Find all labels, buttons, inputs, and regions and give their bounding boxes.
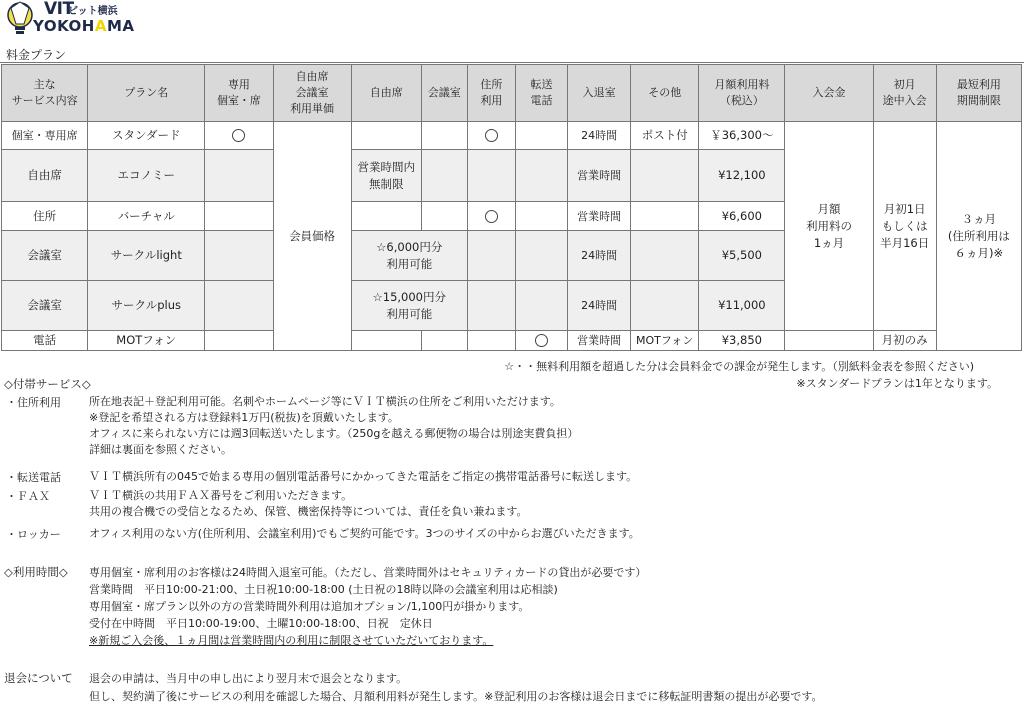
cell-address	[467, 122, 515, 150]
cell-plan: バーチャル	[88, 202, 205, 231]
cell-free	[351, 331, 421, 351]
cell-price: ¥5,500	[699, 231, 785, 281]
extra-text-forward: ＶＩＴ横浜所有の045で始まる専用の個別電話番号にかかってきた電話をご指定の携帯電話番号に転送します。	[89, 470, 638, 483]
cell-other	[631, 150, 699, 202]
header-meeting: 会議室	[421, 65, 467, 122]
header-main-service: 主な サービス内容	[2, 65, 88, 122]
divider	[0, 62, 1024, 63]
header-address: 住所 利用	[467, 65, 515, 122]
header-join-fee: 入会金	[785, 65, 873, 122]
cell-min-period: ３ヵ月 (住所利用は ６ヵ月)※	[936, 122, 1021, 351]
cell-price: ¥6,600	[699, 202, 785, 231]
header-forward: 転送 電話	[515, 65, 567, 122]
logo-jp: ビット横浜	[68, 6, 118, 17]
extra-text-locker: オフィス利用のない方(住所利用、会議室利用)でもご契約可能です。3つのサイズの中からお選びいただきます。	[89, 527, 640, 540]
cell-service: 会議室	[2, 231, 88, 281]
cell-other: MOTフォン	[631, 331, 699, 351]
extra-label-locker: ・ロッカー	[6, 528, 61, 541]
cell-plan: MOTフォン	[88, 331, 205, 351]
cell-plan: サークルlight	[88, 231, 205, 281]
cell-other: ポスト付	[631, 122, 699, 150]
extra-label-fax: ・ＦＡＸ	[6, 490, 50, 503]
header-private: 専用 個室・席	[205, 65, 273, 122]
cell-join-fee: 月額 利用料の 1ヵ月	[785, 122, 873, 331]
cell-free	[351, 202, 421, 231]
header-min-period: 最短利用 期間制限	[936, 65, 1021, 122]
cell-free: ☆15,000円分 利用可能	[351, 281, 467, 331]
cell-service: 会議室	[2, 281, 88, 331]
circle-mark-icon	[232, 129, 245, 142]
cell-forward	[515, 281, 567, 331]
cell-price: ￥36,300～	[699, 122, 785, 150]
hours-text: 専用個室・席利用のお客様は24時間入退室可能。（ただし、営業時間外はセキュリティカードの貸出が必要です） 営業時間 平日10:00-21:00、土日祝10:00-18:00 (土日祝の18時以降の会議室利用は応相談) 専用個室・席プラン以外の方の営業時間外利用は追加オプション/1,100円が掛かります。 受付在中時間 平日10:00-19:00、土曜10:00-18:00、日祝 定休日 ※新規ご入会後、１ヵ月間は営業時間内の利用に制限させていただいております。	[89, 566, 647, 647]
cell-forward	[515, 150, 567, 202]
circle-mark-icon	[485, 129, 498, 142]
cell-free: 営業時間内 無制限	[351, 150, 421, 202]
section-title: 料金プラン	[6, 48, 67, 62]
header-entry: 入退室	[568, 65, 631, 122]
cell-entry: 24時間	[568, 281, 631, 331]
cell-plan: サークルplus	[88, 281, 205, 331]
cell-forward	[515, 122, 567, 150]
cell-first-month: 月初のみ	[873, 331, 936, 351]
cell-plan: エコノミー	[88, 150, 205, 202]
header-monthly: 月額利用料 （税込）	[699, 65, 785, 122]
cell-address	[467, 150, 515, 202]
logo-yokohama: YOKOHAMA	[33, 17, 135, 35]
cell-entry: 営業時間	[568, 150, 631, 202]
cell-other	[631, 202, 699, 231]
cell-private	[205, 281, 273, 331]
extra-label-address: ・住所利用	[6, 396, 61, 409]
cell-service: 自由席	[2, 150, 88, 202]
cell-meeting	[421, 122, 467, 150]
logo-vit: VIT	[44, 0, 74, 19]
note-free-usage: ☆・・無料利用額を超過した分は会員料金での課金が発生します。（別紙料金表を参照ください)	[504, 360, 974, 373]
cell-address	[467, 202, 515, 231]
header-free-unit: 自由席 会議室 利用単価	[273, 65, 351, 122]
cell-price: ¥12,100	[699, 150, 785, 202]
cell-price: ¥11,000	[699, 281, 785, 331]
cell-address	[467, 281, 515, 331]
cell-private	[205, 150, 273, 202]
circle-mark-icon	[535, 334, 548, 347]
header-other: その他	[631, 65, 699, 122]
cell-free: ☆6,000円分 利用可能	[351, 231, 467, 281]
header-free-seat: 自由席	[351, 65, 421, 122]
note-standard-plan: ※スタンダードプランは1年となります。	[796, 377, 998, 390]
cell-private	[205, 122, 273, 150]
cell-service: 住所	[2, 202, 88, 231]
cell-address	[467, 231, 515, 281]
cell-free	[351, 122, 421, 150]
cell-plan: スタンダード	[88, 122, 205, 150]
cell-service: 個室・専用席	[2, 122, 88, 150]
leave-text: 退会の申請は、当月中の申し出により翌月末で退会となります。 但し、契約満了後にサービスの利用を確認した場合、月額利用料が発生します。※登記利用のお客様は退会日までに移転証明書類の提出が必要です。	[89, 672, 823, 703]
table-row	[2, 122, 1022, 150]
cell-forward	[515, 202, 567, 231]
hours-title: ◇利用時間◇	[4, 565, 68, 579]
cell-meeting	[421, 150, 467, 202]
cell-private	[205, 231, 273, 281]
header-plan-name: プラン名	[88, 65, 205, 122]
cell-address	[467, 331, 515, 351]
cell-private	[205, 202, 273, 231]
extra-text-fax: ＶＩＴ横浜の共用ＦＡＸ番号をご利用いただきます。 共用の複合機での受信となるため、保管、機密保持等については、責任を負い兼ねます。	[89, 489, 528, 518]
cell-price: ¥3,850	[699, 331, 785, 351]
plan-table	[1, 64, 1022, 351]
extra-services-title: ◇付帯サービス◇	[4, 377, 91, 391]
cell-meeting	[421, 202, 467, 231]
leave-title: 退会について	[4, 671, 73, 685]
cell-meeting	[421, 331, 467, 351]
cell-forward	[515, 331, 567, 351]
cell-join-fee	[785, 331, 873, 351]
cell-entry: 営業時間	[568, 202, 631, 231]
header-row	[2, 65, 1022, 122]
vit-yokohama-logo	[4, 0, 135, 44]
cell-other	[631, 231, 699, 281]
extra-label-forward: ・転送電話	[6, 471, 61, 484]
cell-first-month: 月初1日 もしくは 半月16日	[873, 122, 936, 331]
circle-mark-icon	[485, 210, 498, 223]
cell-member-price: 会員価格	[273, 122, 351, 351]
cell-other	[631, 281, 699, 331]
table-row	[2, 331, 1022, 351]
cell-private	[205, 331, 273, 351]
cell-entry: 営業時間	[568, 331, 631, 351]
cell-entry: 24時間	[568, 122, 631, 150]
extra-text-address: 所在地表記＋登記利用可能。名刺やホームページ等にＶＩＴ横浜の住所をご利用いただけます。 ※登記を希望される方は登録料1万円(税抜)を頂戴いたします。 オフィスに来られない方には週3回転送いたします。（250gを越える郵便物の場合は別途実費負担） 詳細は裏面を参照ください。	[89, 395, 579, 456]
cell-entry: 24時間	[568, 231, 631, 281]
header-first-month: 初月 途中入会	[873, 65, 936, 122]
cell-forward	[515, 231, 567, 281]
cell-service: 電話	[2, 331, 88, 351]
